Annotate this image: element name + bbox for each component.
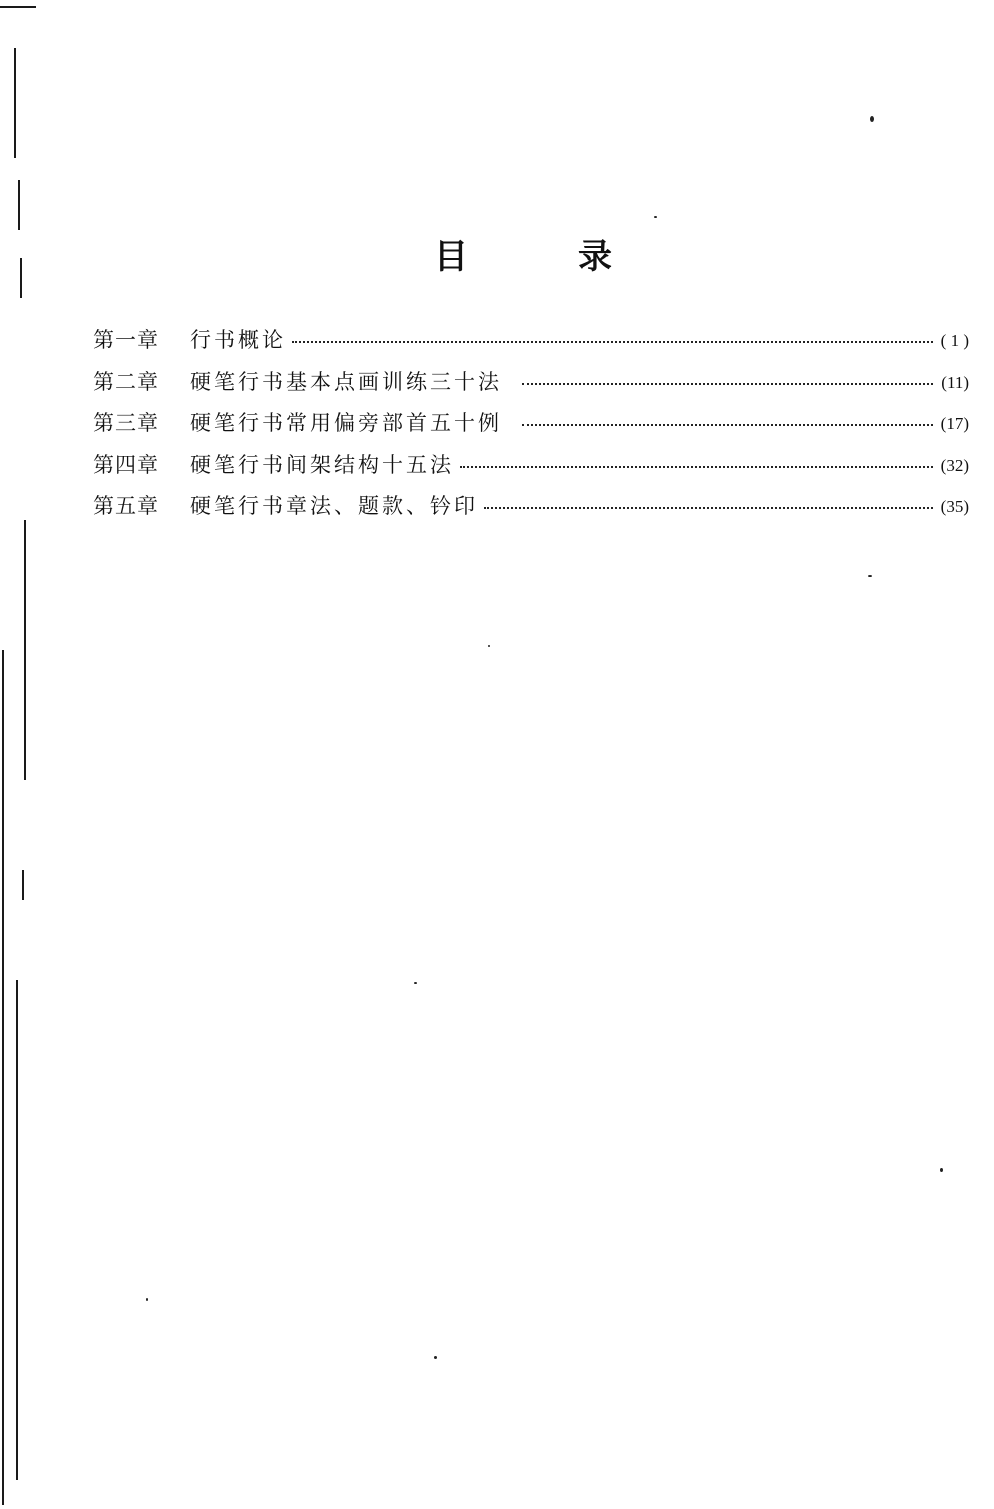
toc-entry[interactable] [93,486,969,528]
title-char-1: 目 [434,237,468,277]
toc-chapter-number: 第四章 [93,452,159,477]
toc-chapter-number: 第五章 [93,494,159,518]
scan-edge-line [22,870,24,900]
toc-entry[interactable] [93,403,969,445]
scan-speck [654,216,657,218]
scan-speck [434,1356,437,1359]
toc-page-number: (11) [941,372,969,392]
toc-chapter-number: 第三章 [93,411,159,435]
toc-leader-dots [484,486,937,528]
scan-edge-line [16,980,18,1480]
toc-chapter-title: 硬笔行书基本点画训练三十法 [190,369,502,394]
toc-chapter-title: 硬笔行书章法、题款、钤印 [190,494,478,518]
scan-edge-line [24,520,26,780]
scan-speck [940,1168,943,1172]
scan-speck [488,645,490,647]
table-of-contents [93,320,969,528]
toc-chapter-title: 行书概论 [190,328,286,352]
title-char-2: 录 [578,237,612,277]
toc-leader-dots [292,320,937,362]
toc-chapter-title: 硬笔行书间架结构十五法 [190,452,454,477]
toc-entry[interactable] [93,445,969,487]
toc-page-number: ( 1 ) [940,331,969,350]
toc-chapter-number: 第二章 [93,369,159,394]
scan-edge-line [18,180,20,230]
toc-entry[interactable] [93,362,969,404]
toc-page-number: (17) [940,414,969,433]
scan-speck [868,575,872,577]
scan-speck [414,982,417,984]
scan-speck [146,1298,148,1301]
toc-chapter-title: 硬笔行书常用偏旁部首五十例 [190,411,502,435]
toc-page-number: (32) [940,455,969,475]
scan-speck [870,116,874,122]
toc-page-number: (35) [940,497,969,516]
scan-edge-line [0,6,36,8]
toc-leader-dots [522,362,937,404]
toc-entry[interactable] [93,320,969,362]
page-title [0,232,994,282]
toc-leader-dots [522,403,937,445]
scan-edge-line [14,48,16,158]
scan-edge-line [2,650,4,1505]
toc-chapter-number: 第一章 [93,328,159,352]
toc-leader-dots [460,445,937,487]
